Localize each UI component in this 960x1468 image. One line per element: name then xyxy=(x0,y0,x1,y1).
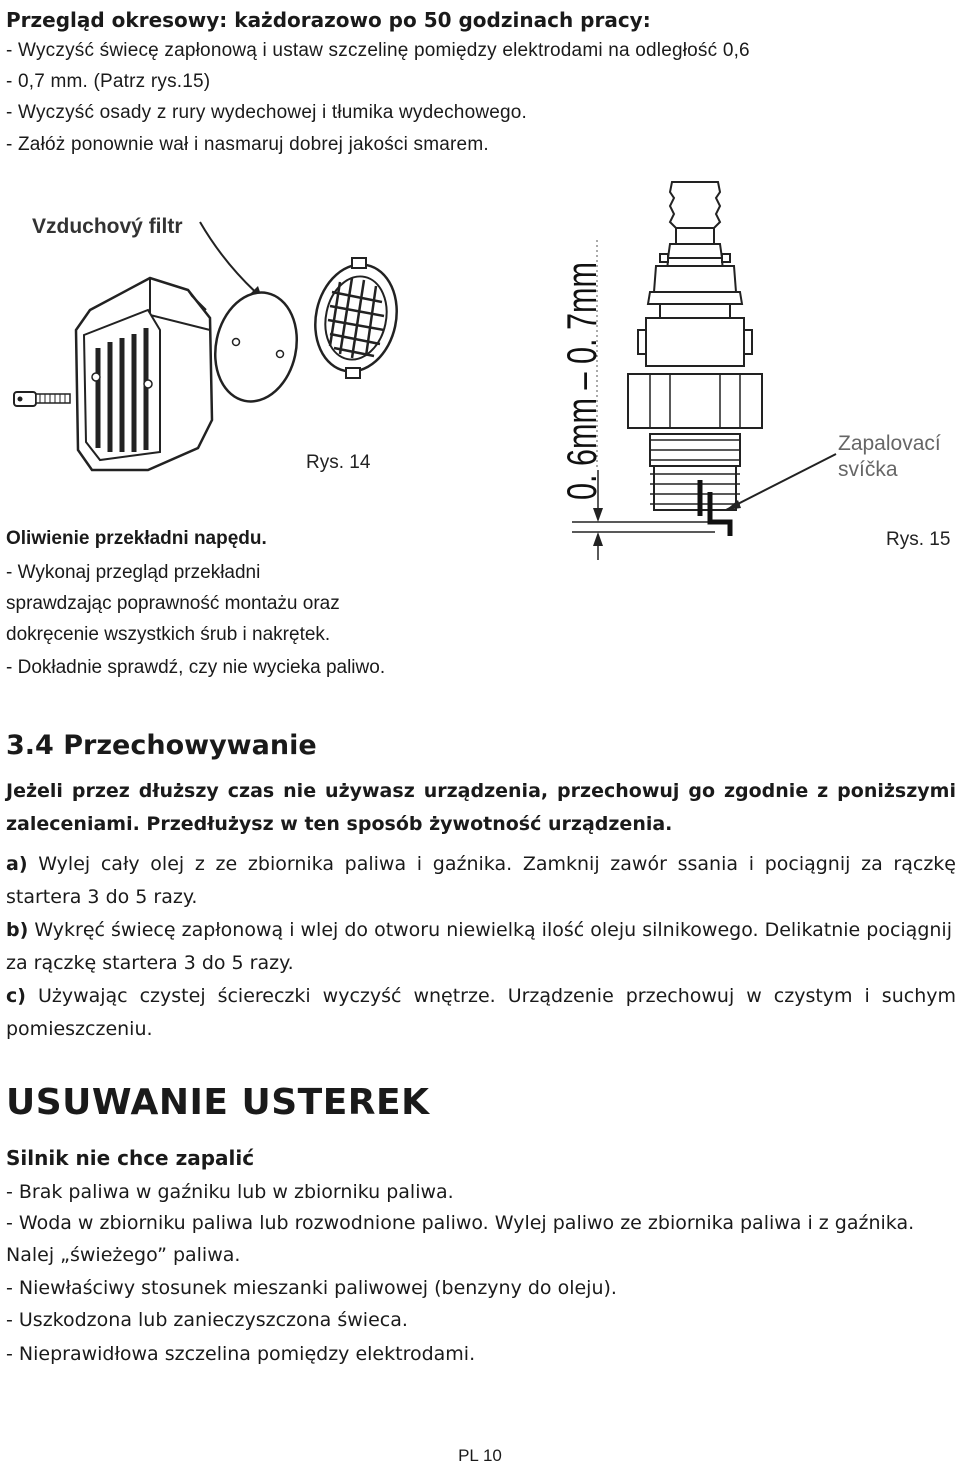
fig15-caption: Rys. 15 xyxy=(886,529,951,550)
step-label: a) xyxy=(6,853,28,875)
step-label: b) xyxy=(6,919,29,941)
storage-intro: Jeżeli przez dłuższy czas nie używasz urządzenia, przechowuj go zgodnie z poniższymi zaleceniami. Przedłużysz w ten sposób żywotność urządzenia. xyxy=(6,780,956,835)
spark-plug-label: svíčka xyxy=(838,458,898,481)
filter-housing-icon xyxy=(76,278,212,470)
oiling-title: Oliwienie przekładni napędu. xyxy=(6,528,267,549)
air-filter-label: Vzduchový filtr xyxy=(32,215,183,238)
storage-step-c xyxy=(6,980,956,1046)
screw-icon xyxy=(14,392,70,406)
list-item: - Uszkodzona lub zanieczyszczona świeca. xyxy=(6,1309,408,1331)
troubleshooting-heading: USUWANIE USTEREK xyxy=(6,1082,430,1123)
gap-dimension-label: 0. 6mm – 0. 7mm xyxy=(558,173,605,500)
periodic-line: - Wyczyść świecę zapłonową i ustaw szczelinę pomiędzy elektrodami na odległość 0,6 xyxy=(6,40,750,61)
storage-step-a xyxy=(6,848,956,914)
periodic-title: Przegląd okresowy: każdorazowo po 50 godzinach pracy: xyxy=(6,8,651,32)
oiling-line: - Wykonaj przegląd przekładni xyxy=(6,562,261,583)
step-text: Używając czystej ściereczki wyczyść wnętrze. Urządzenie przechowuj w czystym i suchym pomieszczeniu. xyxy=(6,985,956,1040)
fig14-caption: Rys. 14 xyxy=(306,452,371,473)
filter-disc-icon xyxy=(205,285,306,409)
step-label: c) xyxy=(6,985,26,1007)
periodic-line: - Załóż ponownie wał i nasmaruj dobrej jakości smarem. xyxy=(6,134,489,155)
list-item: - Nieprawidłowa szczelina pomiędzy elektrodami. xyxy=(6,1343,476,1365)
step-text: Wylej cały olej z ze zbiornika paliwa i gaźnika. Zamknij zawór ssania i pociągnij za rączkę startera 3 do 5 razy. xyxy=(6,853,956,908)
periodic-line: - Wyczyść osady z rury wydechowej i tłumika wydechowego. xyxy=(6,102,528,123)
filter-cover-icon xyxy=(306,257,407,379)
list-item: - Niewłaściwy stosunek mieszanki paliwowej (benzyny do oleju). xyxy=(6,1277,617,1299)
spark-plug-pointer xyxy=(726,454,836,510)
figures-illustration xyxy=(0,170,960,560)
troubleshooting-subheading: Silnik nie chce zapalić xyxy=(6,1146,255,1170)
oiling-line: sprawdzając poprawność montażu oraz xyxy=(6,593,340,614)
list-item: - Brak paliwa w gaźniku lub w zbiorniku paliwa. xyxy=(6,1181,454,1203)
periodic-line: - 0,7 mm. (Patrz rys.15) xyxy=(6,71,211,92)
oiling-line: dokręcenie wszystkich śrub i nakrętek. xyxy=(6,624,331,645)
oiling-line: - Dokładnie sprawdź, czy nie wycieka paliwo. xyxy=(6,657,386,678)
spark-plug-label: Zapalovací xyxy=(838,432,941,455)
step-text: Wykręć świecę zapłonową i wlej do otworu niewielką ilość oleju silnikowego. Delikatnie pociągnij za rączkę startera 3 do 5 razy. xyxy=(6,919,952,974)
page-number: PL 10 xyxy=(458,1446,502,1465)
storage-heading: 3.4 Przechowywanie xyxy=(6,730,317,761)
list-item: - Woda w zbiorniku paliwa lub rozwodnione paliwo. Wylej paliwo ze zbiornika paliwa i z gaźnika. Nalej „świeżego” paliwa. xyxy=(6,1212,915,1266)
spark-plug-icon xyxy=(628,182,762,510)
storage-step-b xyxy=(6,914,956,980)
air-filter-arrow xyxy=(200,222,262,298)
